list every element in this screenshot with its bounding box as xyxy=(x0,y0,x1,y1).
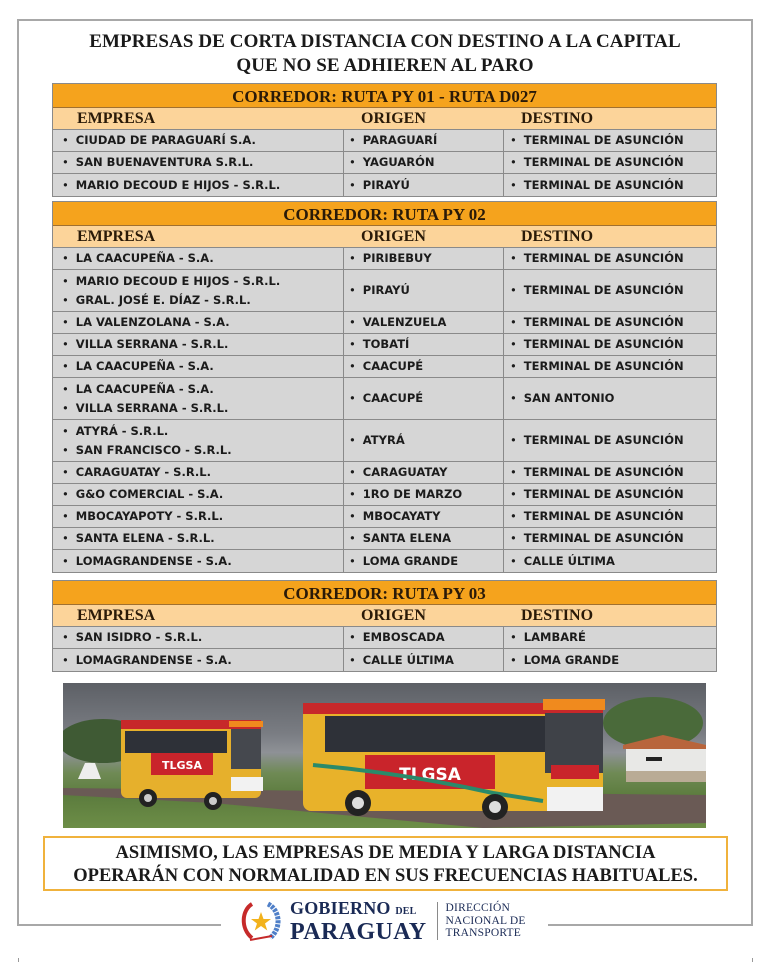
corridor-table xyxy=(52,201,717,573)
origen-cell xyxy=(344,248,504,269)
origen-cell xyxy=(344,462,504,483)
corridor-title: CORREDOR: RUTA PY 01 - RUTA D027 xyxy=(53,84,716,108)
table-row xyxy=(53,484,716,506)
gov-line-1: GOBIERNO xyxy=(290,898,391,918)
destino-cell xyxy=(504,378,716,419)
corridor-title: CORREDOR: RUTA PY 02 xyxy=(53,202,716,226)
empresa-cell xyxy=(53,378,344,419)
empresa-name: • LA CAACUPEÑA - S.A. xyxy=(62,380,343,399)
empresa-name: • MBOCAYAPOTY - S.R.L. xyxy=(62,507,343,526)
origen-cell xyxy=(344,484,504,505)
empresa-name: • SAN FRANCISCO - S.R.L. xyxy=(62,441,343,460)
origen-name: • YAGUARÓN xyxy=(349,153,503,172)
title-line-2: QUE NO SE ADHIEREN AL PARO xyxy=(236,55,534,76)
column-header-origen: ORIGEN xyxy=(361,228,426,245)
frame-divider-left xyxy=(17,924,221,926)
destino-name: • TERMINAL DE ASUNCIÓN xyxy=(510,335,716,354)
origen-name: • SANTA ELENA xyxy=(349,529,503,548)
table-row xyxy=(53,356,716,378)
destino-name: • TERMINAL DE ASUNCIÓN xyxy=(510,357,716,376)
column-header-row xyxy=(53,108,716,130)
destino-cell xyxy=(504,462,716,483)
empresa-cell xyxy=(53,484,344,505)
destino-name: • LAMBARÉ xyxy=(510,628,716,647)
origen-cell xyxy=(344,152,504,173)
table-row xyxy=(53,248,716,270)
origen-name: • PARAGUARÍ xyxy=(349,131,503,150)
empresa-name: • LOMAGRANDENSE - S.A. xyxy=(62,552,343,571)
destino-name: • TERMINAL DE ASUNCIÓN xyxy=(510,313,716,332)
destino-cell xyxy=(504,130,716,151)
agency-wordmark xyxy=(446,902,526,940)
empresa-name: • VILLA SERRANA - S.R.L. xyxy=(62,399,343,418)
empresa-cell xyxy=(53,649,344,671)
destino-cell xyxy=(504,174,716,196)
empresa-cell xyxy=(53,420,344,461)
origen-name: • PIRAYÚ xyxy=(349,176,503,195)
empresa-cell xyxy=(53,174,344,196)
table-row xyxy=(53,649,716,671)
destino-cell xyxy=(504,152,716,173)
origen-name: • CARAGUATAY xyxy=(349,463,503,482)
origen-cell xyxy=(344,270,504,311)
frame-divider-right xyxy=(548,924,753,926)
notice-box xyxy=(43,836,728,891)
origen-name: • ATYRÁ xyxy=(349,431,503,450)
destino-cell xyxy=(504,649,716,671)
corridor-table xyxy=(52,83,717,197)
empresa-name: • LA CAACUPEÑA - S.A. xyxy=(62,249,343,268)
table-row xyxy=(53,462,716,484)
table-row xyxy=(53,506,716,528)
empresa-name: • MARIO DECOUD E HIJOS - S.R.L. xyxy=(62,272,343,291)
corridor-table xyxy=(52,580,717,672)
table-row xyxy=(53,627,716,649)
table-row xyxy=(53,528,716,550)
empresa-cell xyxy=(53,152,344,173)
table-row xyxy=(53,334,716,356)
empresa-name: • LA CAACUPEÑA - S.A. xyxy=(62,357,343,376)
bus-illustration xyxy=(63,683,706,828)
destino-name: • TERMINAL DE ASUNCIÓN xyxy=(510,249,716,268)
destino-cell xyxy=(504,334,716,355)
empresa-name: • SAN BUENAVENTURA S.R.L. xyxy=(62,153,343,172)
column-header-destino: DESTINO xyxy=(521,110,594,127)
origen-cell xyxy=(344,550,504,572)
empresa-name: • SANTA ELENA - S.R.L. xyxy=(62,529,343,548)
origen-cell xyxy=(344,506,504,527)
logo-separator xyxy=(437,902,438,940)
origen-name: • CAACUPÉ xyxy=(349,389,503,408)
table-row xyxy=(53,420,716,462)
corridor-title: CORREDOR: RUTA PY 03 xyxy=(53,581,716,605)
gobierno-wordmark xyxy=(290,899,427,943)
destino-name: • TERMINAL DE ASUNCIÓN xyxy=(510,431,716,450)
empresa-cell xyxy=(53,506,344,527)
column-header-empresa: EMPRESA xyxy=(77,228,156,245)
crop-mark xyxy=(752,958,753,962)
origen-cell xyxy=(344,420,504,461)
table-row xyxy=(53,312,716,334)
empresa-name: • MARIO DECOUD E HIJOS - S.R.L. xyxy=(62,176,343,195)
title-line-1: EMPRESAS DE CORTA DISTANCIA CON DESTINO A LA CAPITAL xyxy=(89,31,681,52)
empresa-cell xyxy=(53,356,344,377)
origen-cell xyxy=(344,130,504,151)
empresa-name: • SAN ISIDRO - S.R.L. xyxy=(62,628,343,647)
destino-cell xyxy=(504,627,716,648)
column-header-destino: DESTINO xyxy=(521,607,594,624)
column-header-origen: ORIGEN xyxy=(361,607,426,624)
empresa-name: • VILLA SERRANA - S.R.L. xyxy=(62,335,343,354)
empresa-name: • ATYRÁ - S.R.L. xyxy=(62,422,343,441)
destino-cell xyxy=(504,356,716,377)
origen-cell xyxy=(344,312,504,333)
destino-name: • TERMINAL DE ASUNCIÓN xyxy=(510,507,716,526)
destino-name: • LOMA GRANDE xyxy=(510,651,716,670)
empresa-cell xyxy=(53,334,344,355)
government-logo xyxy=(238,898,526,944)
empresa-name: • G&O COMERCIAL - S.A. xyxy=(62,485,343,504)
paraguay-emblem-icon xyxy=(238,898,286,944)
table-row xyxy=(53,378,716,420)
gov-del: DEL xyxy=(395,906,417,917)
origen-cell xyxy=(344,649,504,671)
destino-cell xyxy=(504,528,716,549)
origen-name: • PIRAYÚ xyxy=(349,281,503,300)
column-header-destino: DESTINO xyxy=(521,228,594,245)
destino-name: • TERMINAL DE ASUNCIÓN xyxy=(510,176,716,195)
destino-cell xyxy=(504,506,716,527)
column-header-row xyxy=(53,226,716,248)
destino-name: • TERMINAL DE ASUNCIÓN xyxy=(510,131,716,150)
origen-name: • EMBOSCADA xyxy=(349,628,503,647)
origen-cell xyxy=(344,356,504,377)
origen-name: • PIRIBEBUY xyxy=(349,249,503,268)
destino-cell xyxy=(504,550,716,572)
origen-cell xyxy=(344,378,504,419)
table-row xyxy=(53,270,716,312)
origen-name: • LOMA GRANDE xyxy=(349,552,503,571)
destino-name: • CALLE ÚLTIMA xyxy=(510,552,716,571)
table-row xyxy=(53,152,716,174)
origen-name: • VALENZUELA xyxy=(349,313,503,332)
origen-name: • 1RO DE MARZO xyxy=(349,485,503,504)
bus-photo xyxy=(63,683,706,828)
destino-cell xyxy=(504,484,716,505)
column-header-empresa: EMPRESA xyxy=(77,110,156,127)
empresa-cell xyxy=(53,248,344,269)
empresa-name: • LA VALENZOLANA - S.A. xyxy=(62,313,343,332)
empresa-name: • GRAL. JOSÉ E. DÍAZ - S.R.L. xyxy=(62,291,343,310)
empresa-name: • CARAGUATAY - S.R.L. xyxy=(62,463,343,482)
svg-text:TLGSA: TLGSA xyxy=(399,765,461,785)
column-header-origen: ORIGEN xyxy=(361,110,426,127)
notice-line-1: ASIMISMO, LAS EMPRESAS DE MEDIA Y LARGA DISTANCIA xyxy=(115,843,656,863)
destino-name: • TERMINAL DE ASUNCIÓN xyxy=(510,463,716,482)
destino-name: • TERMINAL DE ASUNCIÓN xyxy=(510,153,716,172)
table-row xyxy=(53,174,716,196)
gov-line-2: PARAGUAY xyxy=(290,919,427,945)
agency-line-3: TRANSPORTE xyxy=(445,927,521,940)
destino-cell xyxy=(504,420,716,461)
notice-line-2: OPERARÁN CON NORMALIDAD EN SUS FRECUENCIAS HABITUALES. xyxy=(73,866,698,886)
origen-name: • CALLE ÚLTIMA xyxy=(349,651,503,670)
empresa-cell xyxy=(53,462,344,483)
table-row xyxy=(53,130,716,152)
origen-cell xyxy=(344,627,504,648)
origen-cell xyxy=(344,174,504,196)
empresa-cell xyxy=(53,312,344,333)
svg-text:TLGSA: TLGSA xyxy=(162,759,202,772)
page-title xyxy=(0,30,770,78)
empresa-cell xyxy=(53,528,344,549)
destino-cell xyxy=(504,270,716,311)
empresa-cell xyxy=(53,550,344,572)
origen-name: • TOBATÍ xyxy=(349,335,503,354)
agency-line-1: DIRECCIÓN xyxy=(445,902,510,915)
origen-name: • CAACUPÉ xyxy=(349,357,503,376)
destino-cell xyxy=(504,312,716,333)
column-header-row xyxy=(53,605,716,627)
crop-mark xyxy=(18,958,19,962)
empresa-cell xyxy=(53,130,344,151)
destino-name: • TERMINAL DE ASUNCIÓN xyxy=(510,529,716,548)
empresa-cell xyxy=(53,627,344,648)
empresa-cell xyxy=(53,270,344,311)
destino-name: • TERMINAL DE ASUNCIÓN xyxy=(510,485,716,504)
destino-name: • SAN ANTONIO xyxy=(510,389,716,408)
origen-cell xyxy=(344,334,504,355)
destino-name: • TERMINAL DE ASUNCIÓN xyxy=(510,281,716,300)
empresa-name: • CIUDAD DE PARAGUARÍ S.A. xyxy=(62,131,343,150)
destino-cell xyxy=(504,248,716,269)
column-header-empresa: EMPRESA xyxy=(77,607,156,624)
origen-name: • MBOCAYATY xyxy=(349,507,503,526)
table-row xyxy=(53,550,716,572)
empresa-name: • LOMAGRANDENSE - S.A. xyxy=(62,651,343,670)
agency-line-2: NACIONAL DE xyxy=(445,914,526,927)
origen-cell xyxy=(344,528,504,549)
